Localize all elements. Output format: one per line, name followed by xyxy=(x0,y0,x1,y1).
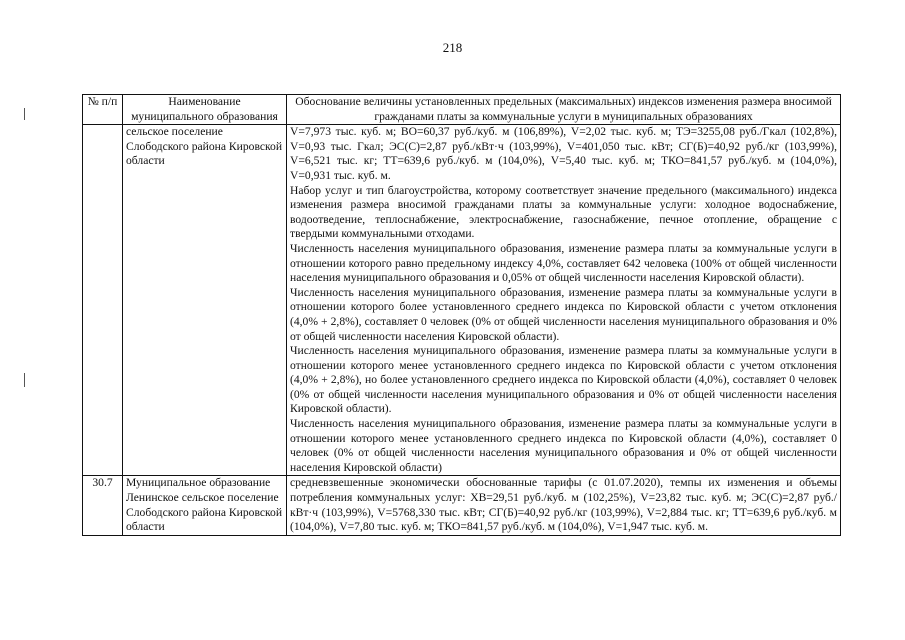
justification-paragraph: V=7,973 тыс. куб. м; ВО=60,37 руб./куб. м (106,89%), V=2,02 тыс. куб. м; ТЭ=3255,08 руб./Гкал (102,8%), V=0,93 тыс. Гкал; ЭС(С)=2,87 руб./кВт·ч (103,99%), V=401,050 тыс. кВт; СГ(Б)=40,92 руб./кг (103,99%), V=6,521 тыс. кг; ТТ=639,6 руб./куб. м (104,0%), V=5,40 тыс. куб. м; ТКО=841,57 руб./куб. м (104,0%), V=0,931 тыс. куб. м. xyxy=(290,125,837,182)
table-row xyxy=(83,125,841,476)
justification-paragraph: Набор услуг и тип благоустройства, которому соответствует значение предельного (максимального) индекса изменения размера вносимой гражданами платы за коммунальные услуги: холодное водоснабжение, водоотведение, теплоснабжение, электроснабжение, газоснабжение, печное отопление, обращение с твердыми коммунальными отходами. xyxy=(290,183,837,241)
page-number: 218 xyxy=(442,40,463,55)
justification-cell xyxy=(287,125,841,476)
tariff-table xyxy=(82,94,841,536)
justification-paragraph: Численность населения муниципального образования, изменение размера платы за коммунальные услуги в отношении которого менее установленного среднего индекса по Кировской области с учетом отклонения (4,0% + 2,8%), но более установленного среднего индекса по Кировской области (4,0%), составляет 0 человек (0% от общей численности населения муниципального образования и 0% от общей численности населения Кировской области). xyxy=(290,344,837,416)
municipality-name: сельское поселение Слободского района Кировской области xyxy=(123,125,287,476)
table-row xyxy=(83,476,841,535)
margin-mark-top xyxy=(24,108,25,120)
justification-paragraph: Численность населения муниципального образования, изменение размера платы за коммунальные услуги в отношении которого менее установленного среднего индекса по Кировской области (4,0%), составляет 0 человек (0% от общей численности населения муниципального образования и 0% от общей численности населения Кировской области) xyxy=(290,417,837,474)
header-municipality: Наименование муниципального образования xyxy=(123,95,287,125)
table-header-row xyxy=(83,95,841,125)
justification-paragraph: Численность населения муниципального образования, изменение размера платы за коммунальные услуги в отношении которого более установленного среднего индекса по Кировской области с учетом отклонения (4,0% + 2,8%), составляет 0 человек (0% от общей численности населения муниципального образования и 0% от общей численности населения Кировской области). xyxy=(290,285,837,343)
header-justification: Обоснование величины установленных предельных (максимальных) индексов изменения размера вносимой гражданами платы за коммунальные услуги в муниципальных образованиях xyxy=(287,95,841,125)
justification-paragraph: средневзвешенные экономически обоснованные тарифы (с 01.07.2020), темпы их изменения и объемы потребления коммунальных услуг: ХВ=29,51 руб./куб. м (102,25%), V=23,82 тыс. куб. м; ЭС(С)=2,87 руб./кВт·ч (103,99%), V=5768,330 тыс. кВт; СГ(Б)=40,92 руб./кг (103,99%), V=2,884 тыс. кг; ТТ=639,6 руб./куб. м (104,0%), V=7,80 тыс. куб. м; ТКО=841,57 руб./куб. м (104,0%), V=1,947 тыс. куб. м. xyxy=(290,476,837,534)
justification-cell xyxy=(287,476,841,535)
header-number: № п/п xyxy=(83,95,123,125)
justification-paragraph: Численность населения муниципального образования, изменение размера платы за коммунальные услуги в отношении которого равно предельному индексу 4,0%, составляет 642 человека (100% от общей численности населения муниципального образования и 0,05% от общей численности населения Кировской области). xyxy=(290,241,837,285)
row-number xyxy=(83,125,123,476)
municipality-name: Муниципальное образование Ленинское сельское поселение Слободского района Кировской области xyxy=(123,476,287,535)
margin-mark-bottom xyxy=(24,373,25,387)
row-number: 30.7 xyxy=(83,476,123,535)
